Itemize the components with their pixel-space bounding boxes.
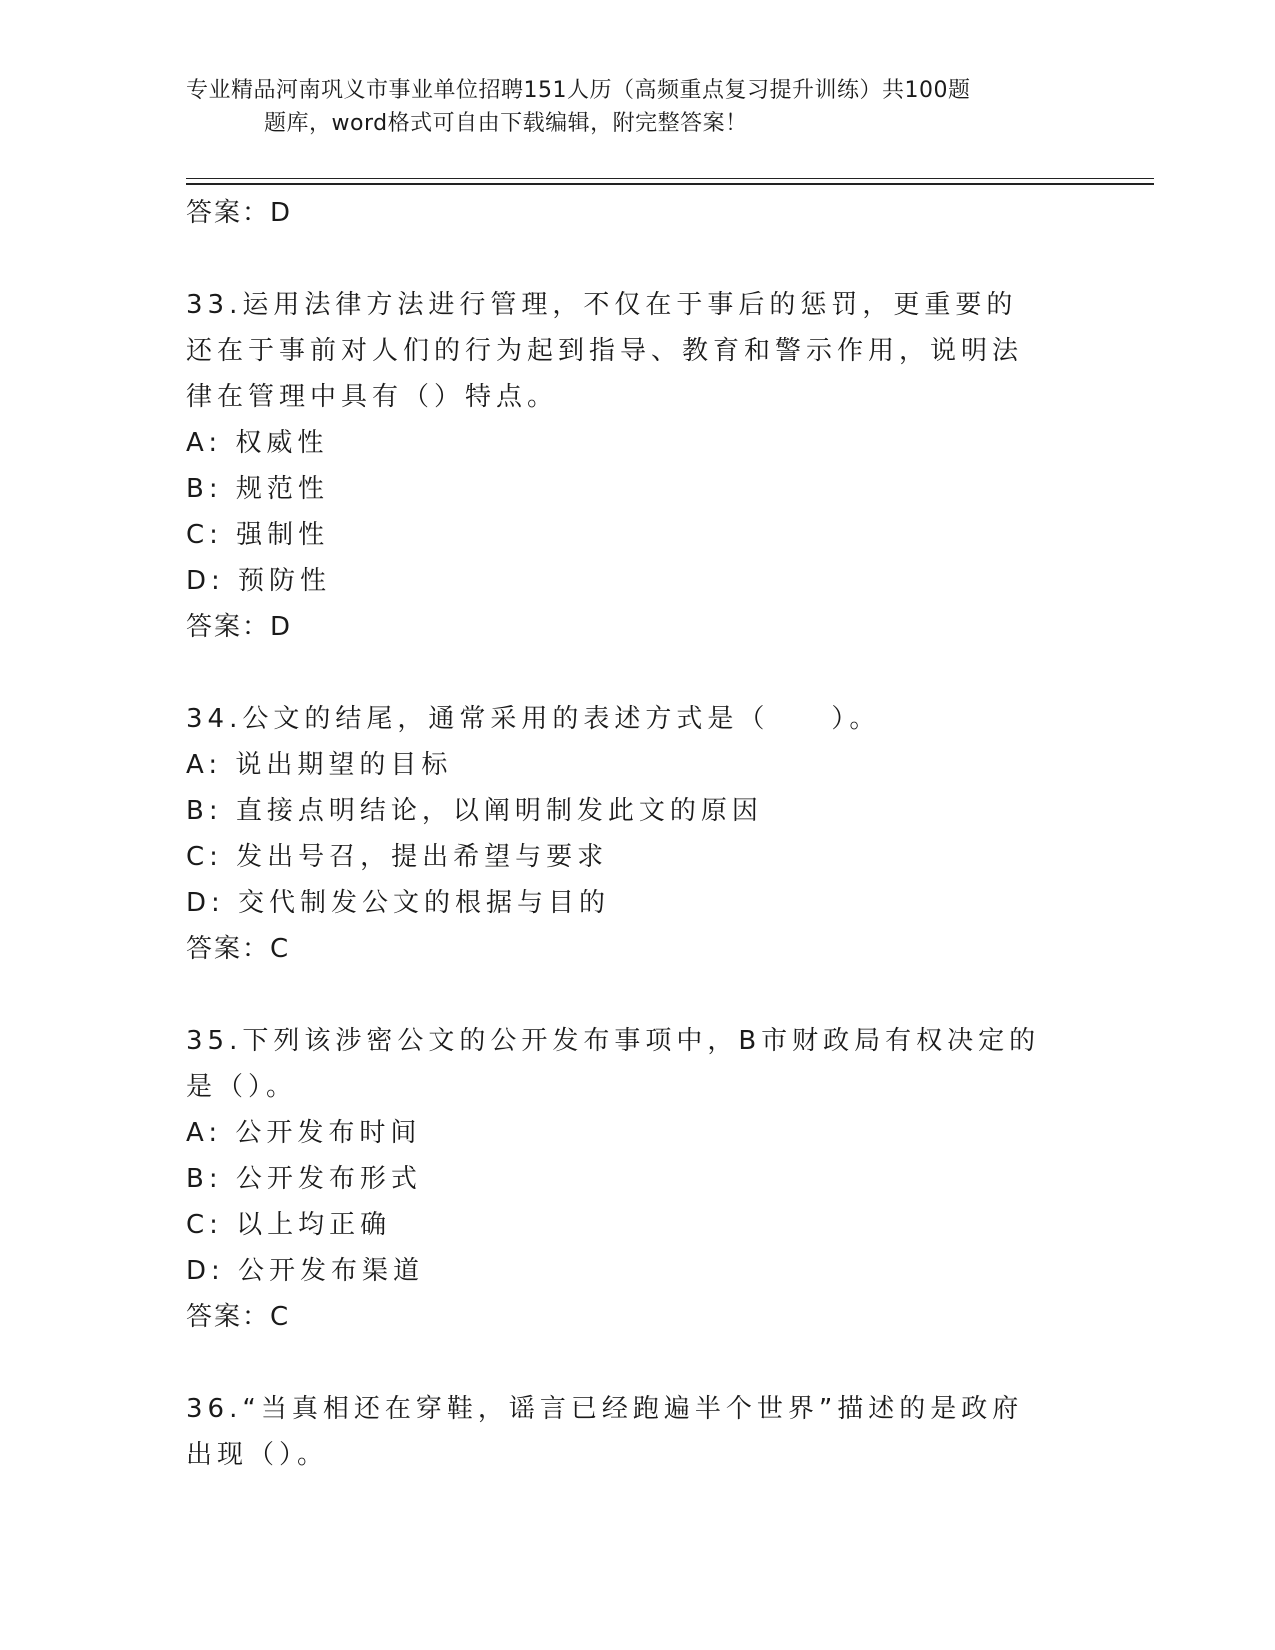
answer-line: 答案：C [186, 1302, 291, 1332]
header-divider-thin [186, 178, 1154, 179]
option-c: C: 强制性 [186, 520, 330, 550]
option-c: C: 发出号召，提出希望与要求 [186, 842, 609, 872]
option-d: D: 交代制发公文的根据与目的 [186, 888, 611, 918]
header-title-line1: 专业精品河南巩义市事业单位招聘151人历（高频重点复习提升训练）共100题 [186, 78, 971, 103]
question-text: 34.公文的结尾，通常采用的表述方式是（ ）。 [186, 704, 881, 734]
option-a: A: 说出期望的目标 [186, 750, 453, 780]
option-c: C: 以上均正确 [186, 1210, 392, 1240]
option-b: B: 公开发布形式 [186, 1164, 422, 1194]
answer-line: 答案：D [186, 612, 293, 642]
question-35 [186, 1018, 1086, 1340]
option-d: D: 公开发布渠道 [186, 1256, 425, 1286]
question-text: 33.运用法律方法进行管理，不仅在于事后的惩罚，更重要的还在于事前对人们的行为起到指导、教育和警示作用，说明法律在管理中具有（）特点。 [186, 290, 1024, 412]
question-33 [186, 282, 1086, 650]
question-text: 36.“当真相还在穿鞋，谣言已经跑遍半个世界”描述的是政府出现（）。 [186, 1394, 1024, 1470]
option-a: A: 权威性 [186, 428, 329, 458]
option-a: A: 公开发布时间 [186, 1118, 422, 1148]
question-34 [186, 696, 1086, 972]
header-title-line2: 题库，word格式可自由下载编辑，附完整答案！ [264, 111, 748, 136]
option-d: D: 预防性 [186, 566, 332, 596]
option-b: B: 规范性 [186, 474, 329, 504]
document-body [186, 190, 1086, 1478]
question-text: 35.下列该涉密公文的公开发布事项中，B市财政局有权决定的是（）。 [186, 1026, 1041, 1102]
question-36 [186, 1386, 1086, 1478]
answer-line: 答案：D [186, 198, 293, 228]
answer-line: 答案：C [186, 934, 291, 964]
header-divider-thick [186, 183, 1154, 185]
option-b: B: 直接点明结论，以阐明制发此文的原因 [186, 796, 763, 826]
document-header [186, 74, 1066, 140]
